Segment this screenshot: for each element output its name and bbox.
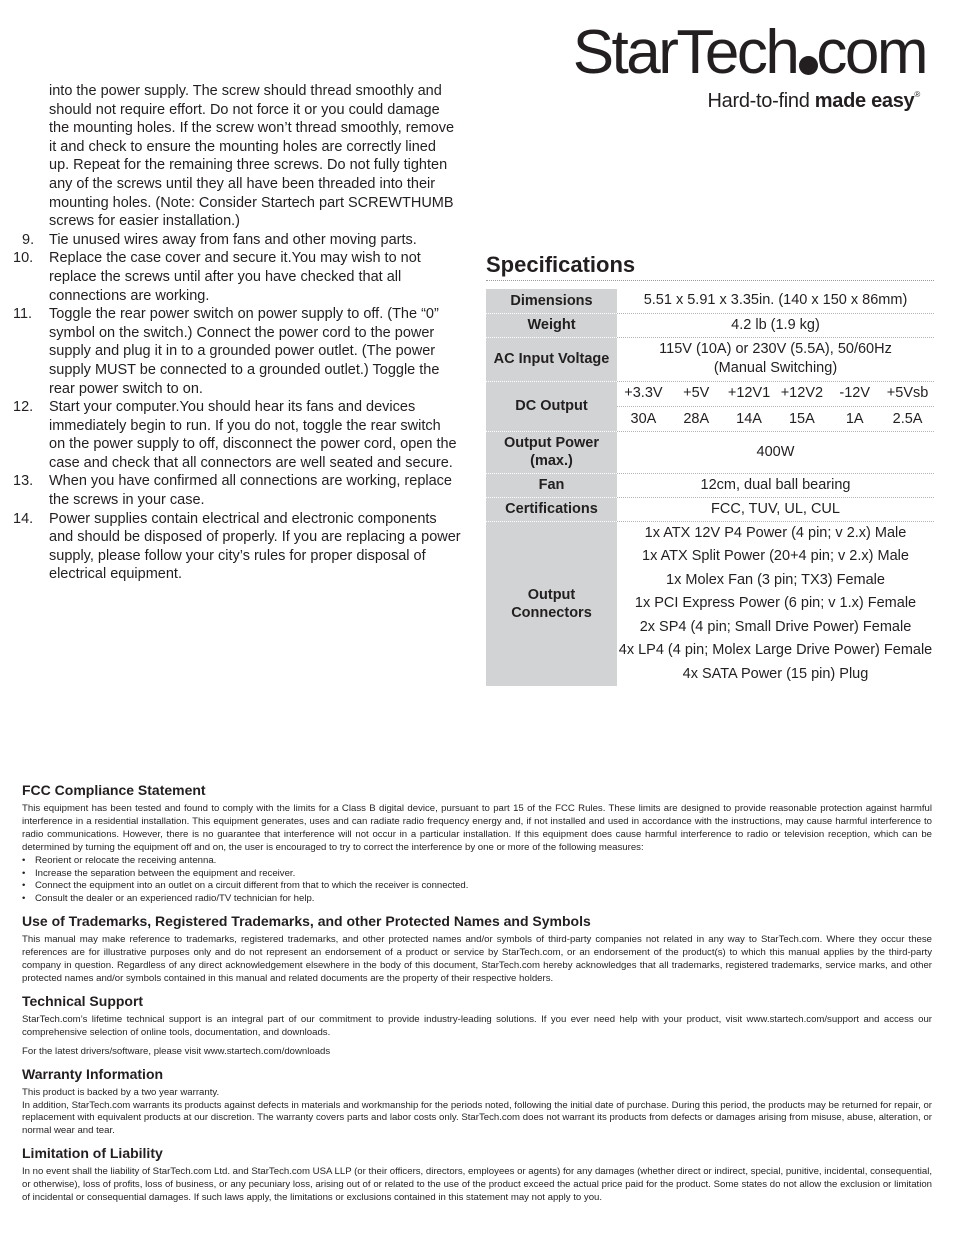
liability-section <box>22 1144 932 1205</box>
spec-value: 115V (10A) or 230V (5.5A), 50/60Hz (Manual Switching) <box>617 337 934 381</box>
trademarks-section <box>22 912 932 986</box>
warranty-text: This product is backed by a two year warranty. <box>22 1086 220 1098</box>
step-10: 10. Replace the case cover and secure it.You may wish to not replace the screws until after you have checked that all connections are working. <box>13 250 421 304</box>
spec-label: Fan <box>486 473 617 497</box>
step-12: 12. Start your computer.You should hear its fans and devices immediately begin to run. If you do not, toggle the rear switch on the power supply to off, disconnect the power cord, open the case and check that all connectors are well seated and secure. <box>13 399 457 471</box>
startech-logo <box>572 18 926 118</box>
spec-label: AC Input Voltage <box>486 337 617 381</box>
spec-row-dc-output <box>486 381 934 431</box>
trademarks-title: Use of Trademarks, Registered Trademarks, and other Protected Names and Symbols <box>22 913 591 930</box>
dc-rails-row: +3.3V +5V +12V1 +12V2 -12V +5Vsb <box>617 382 934 407</box>
spec-row-fan <box>486 473 934 497</box>
connector-item: 4x SATA Power (15 pin) Plug <box>682 665 869 682</box>
logo-tagline: Hard-to-find made easy® <box>707 90 920 112</box>
support-section <box>22 992 932 1059</box>
list-item: • Increase the separation between the equipment and receiver. <box>22 868 932 881</box>
spec-label: DC Output <box>486 381 617 431</box>
dc-currents-row: 30A 28A 14A 15A 1A 2.5A <box>630 410 923 427</box>
spec-row-weight <box>486 313 934 337</box>
spec-value: 12cm, dual ball bearing <box>617 473 934 497</box>
spec-row-output-power <box>486 431 934 473</box>
support-title: Technical Support <box>22 992 144 1009</box>
step-continuation: into the power supply. The screw should thread smoothly and should not require effort. Do not force it or you could damage the mounting holes. If the screw won’t thread smoothly, remove it and check to ensure the mounting holes are correctly lined up. Repeat for the remaining three screws. Do not fully tighten any of the screws until they all have been threaded into their mounting holes. (Note: Consider Startech part SCREWTHUMB screws for easier installation.) <box>49 83 455 230</box>
spec-value: FCC, TUV, UL, CUL <box>617 497 934 521</box>
connector-item: 1x PCI Express Power (6 pin; v 1.x) Female <box>634 595 917 611</box>
connector-item: 1x ATX Split Power (20+4 pin; v 2.x) Male <box>642 548 909 564</box>
connector-item: 4x LP4 (4 pin; Molex Large Drive Power) Female <box>618 642 933 658</box>
spec-value: 400W <box>617 431 934 473</box>
support-text: StarTech.com’s lifetime technical support is an integral part of our commitment to provide industry-leading solutions. If you ever need help with your product, visit www.startech.com/support and access our comprehensive selection of online tools, documentation, and downloads. <box>22 1013 932 1038</box>
spec-row-certifications <box>486 497 934 521</box>
fcc-section <box>22 781 932 906</box>
connector-item: 1x ATX 12V P4 Power (4 pin; v 2.x) Male <box>644 524 907 541</box>
logo-wordmark: StarTech com <box>572 18 926 87</box>
specifications-table <box>486 289 934 686</box>
spec-row-output-connectors <box>486 521 934 686</box>
list-item: • Reorient or relocate the receiving antenna. <box>22 855 932 868</box>
fcc-title: FCC Compliance Statement <box>22 782 206 798</box>
warranty-title: Warranty Information <box>22 1065 164 1082</box>
liability-text: In no event shall the liability of StarTech.com Ltd. and StarTech.com USA LLP (or their officers, directors, employees or agents) for any damages (whether direct or indirect, special, punitive, incidental, consequential, or otherwise), loss of profits, loss of business, or any pecuniary loss, arising out of or related to the use of the product exceed the actual price paid for the product. Some states do not allow the exclusion or limitation of incidental or consequential damages. If such laws apply, the limitations or exclusions contained in this statement may not apply to you. <box>22 1166 932 1204</box>
spec-label: Output Power (max.) <box>486 431 617 473</box>
warranty-details-text: In addition, StarTech.com warrants its products against defects in materials and workmanship for the periods noted, following the initial date of purchase. During this period, the products may be returned for repair, or replacement with equivalent products at our discretion. The warranty covers parts and labor costs only. StarTech.com does not warrant its products from defects or damages arising from misuse, abuse, alteration, or normal wear and tear. <box>22 1099 932 1137</box>
fcc-text: This equipment has been tested and found to comply with the limits for a Class B digital device, pursuant to part 15 of the FCC Rules. These limits are designed to provide reasonable protection against harmful interference in a residential installation. This equipment generates, uses and can radiate radio frequency energy and, if not installed and used in accordance with the instructions, may cause harmful interference to radio communications. However, there is no guarantee that interference will not occur in a particular installation. If this equipment does cause harmful interference to radio or television reception, which can be determined by turning the equipment off and on, the user is encouraged to try to correct the interference by one or more of the following measures: <box>22 803 932 853</box>
spec-label: Certifications <box>486 497 617 521</box>
spec-value <box>617 521 934 686</box>
spec-label: Weight <box>486 313 617 337</box>
support-downloads-text: For the latest drivers/software, please visit www.startech.com/downloads <box>22 1045 331 1057</box>
step-11: 11. Toggle the rear power switch on power supply to off. (The “0” symbol on the switch.) Connect the power cord to the power supply and plug it in to a grounded power outlet. (The power supply MUST be connected to a grounded outlet.) Toggle the rear power switch to on. <box>13 306 440 397</box>
liability-title: Limitation of Liability <box>22 1145 163 1162</box>
connector-item: 2x SP4 (4 pin; Small Drive Power) Female <box>639 618 912 635</box>
list-item: • Connect the equipment into an outlet on a circuit different from that to which the receiver is connected. <box>22 880 932 893</box>
fcc-bullets <box>22 855 932 907</box>
step-13: 13. When you have confirmed all connections are working, replace the screws in your case. <box>13 473 452 509</box>
spec-value <box>617 381 934 431</box>
trademarks-text: This manual may make reference to trademarks, registered trademarks, and other protected names and/or symbols of third-party companies not related in any way to StarTech.com. Where they occur these references are for illustrative purposes only and do not represent an endorsement of a product or service by StarTech.com, or an endorsement of the product(s) to which this manual applies by the third-party company in question. Regardless of any direct acknowledgement elsewhere in the body of this document, StarTech.com hereby acknowledges that all trademarks, registered trademarks, service marks, and other protected names and/or symbols contained in this manual and related documents are the property of their respective holders. <box>22 934 932 984</box>
spec-row-ac-input <box>486 337 934 381</box>
legal-section <box>22 781 932 1211</box>
spec-label: Dimensions <box>486 289 617 313</box>
specifications-title: Specifications <box>486 251 934 281</box>
spec-value: 5.51 x 5.91 x 3.35in. (140 x 150 x 86mm) <box>617 289 934 313</box>
installation-steps <box>0 82 470 584</box>
spec-value: 4.2 lb (1.9 kg) <box>617 313 934 337</box>
spec-row-dimensions <box>486 289 934 313</box>
spec-label: Output Connectors <box>486 521 617 686</box>
connector-item: 1x Molex Fan (3 pin; TX3) Female <box>666 571 885 588</box>
warranty-section <box>22 1065 932 1139</box>
step-14: 14. Power supplies contain electrical and electronic components and should be disposed of properly. If you are replacing a power supply, please follow your city’s rules for proper disposal of electrical equipment. <box>13 510 461 583</box>
list-item: • Consult the dealer or an experienced radio/TV technician for help. <box>22 893 932 906</box>
step-9: 9. Tie unused wires away from fans and other moving parts. <box>22 231 417 248</box>
